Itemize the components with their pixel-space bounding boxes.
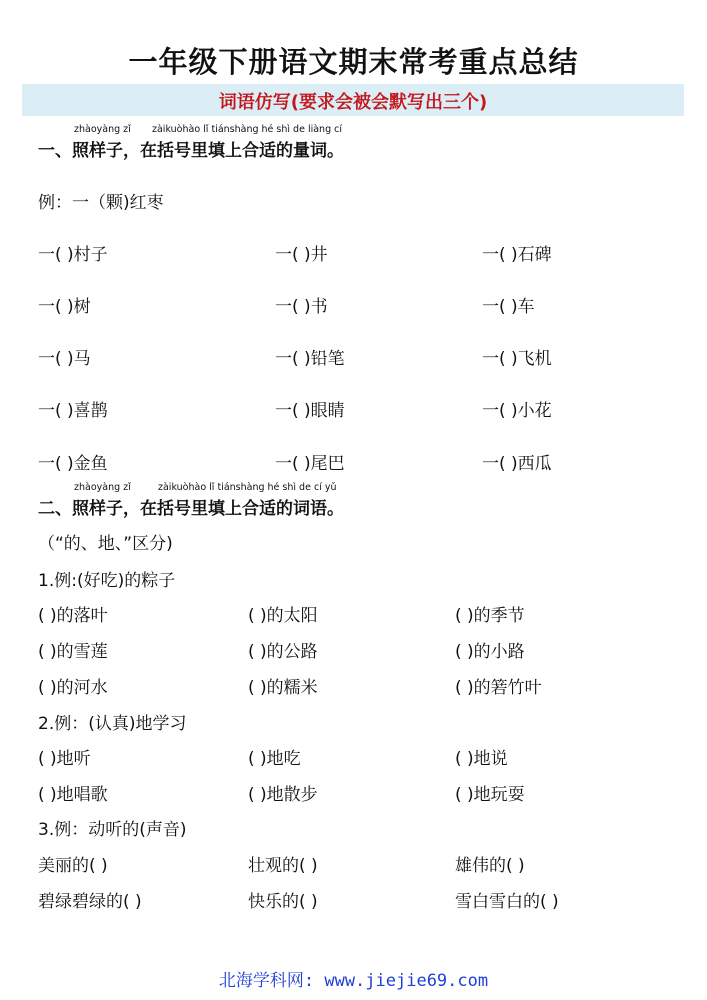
section2-heading: 二、照样子，在括号里填上合适的词语。 [38, 499, 344, 519]
measure-word-item: 一( )车 [482, 297, 535, 317]
pinyin-zhaoyangzi: zhàoyàng zǐ [74, 124, 131, 135]
measure-word-item: 一( )石碑 [482, 245, 552, 265]
fill-item: ( )地吃 [248, 749, 301, 769]
pinyin-instruction: zàikuòhào lǐ tiánshàng hé shì de liàng cí [152, 124, 342, 135]
subtitle: 词语仿写(要求会被会默写出三个) [218, 92, 488, 113]
measure-word-item: 一( )书 [275, 297, 328, 317]
measure-word-item: 一( )飞机 [482, 349, 552, 369]
section1-example: 例：一（颗)红枣 [38, 193, 164, 213]
fill-item: 壮观的( ) [248, 856, 318, 876]
fill-item: 碧绿碧绿的( ) [38, 892, 142, 912]
measure-word-item: 一( )眼睛 [275, 401, 345, 421]
section2-note: （“的、地、”区分) [38, 534, 173, 554]
fill-item: ( )的箬竹叶 [455, 678, 542, 698]
fill-item: ( )地说 [455, 749, 508, 769]
fill-item: 雪白雪白的( ) [455, 892, 559, 912]
pinyin-zhaoyangzi: zhàoyàng zǐ [74, 482, 131, 493]
fill-item: ( )的雪莲 [38, 642, 108, 662]
part3-example: 3.例：动听的(声音) [38, 820, 187, 840]
part2-example: 2.例：(认真)地学习 [38, 714, 187, 734]
measure-word-item: 一( )金鱼 [38, 454, 108, 474]
part1-example: 1.例:(好吃)的粽子 [38, 571, 176, 591]
measure-word-item: 一( )喜鹊 [38, 401, 108, 421]
measure-word-item: 一( )村子 [38, 245, 108, 265]
fill-item: 雄伟的( ) [455, 856, 525, 876]
measure-word-item: 一( )树 [38, 297, 91, 317]
fill-item: 快乐的( ) [248, 892, 318, 912]
fill-item: ( )地散步 [248, 785, 318, 805]
footer-source-link[interactable]: 北海学科网: www.jiejie69.com [218, 971, 489, 991]
fill-item: ( )的公路 [248, 642, 318, 662]
measure-word-item: 一( )铅笔 [275, 349, 345, 369]
fill-item: ( )的河水 [38, 678, 108, 698]
fill-item: 美丽的( ) [38, 856, 108, 876]
measure-word-item: 一( )马 [38, 349, 91, 369]
fill-item: ( )地听 [38, 749, 91, 769]
fill-item: ( )的糯米 [248, 678, 318, 698]
subtitle-bar [22, 84, 684, 116]
fill-item: ( )的太阳 [248, 606, 318, 626]
measure-word-item: 一( )小花 [482, 401, 552, 421]
pinyin-instruction: zàikuòhào lǐ tiánshàng hé shì de cí yǔ [158, 482, 337, 493]
fill-item: ( )地玩耍 [455, 785, 525, 805]
section1-heading: 一、照样子，在括号里填上合适的量词。 [38, 141, 344, 161]
fill-item: ( )地唱歌 [38, 785, 108, 805]
fill-item: ( )的季节 [455, 606, 525, 626]
fill-item: ( )的落叶 [38, 606, 108, 626]
measure-word-item: 一( )西瓜 [482, 454, 552, 474]
measure-word-item: 一( )井 [275, 245, 328, 265]
page-title: 一年级下册语文期末常考重点总结 [128, 45, 579, 79]
fill-item: ( )的小路 [455, 642, 525, 662]
measure-word-item: 一( )尾巴 [275, 454, 345, 474]
